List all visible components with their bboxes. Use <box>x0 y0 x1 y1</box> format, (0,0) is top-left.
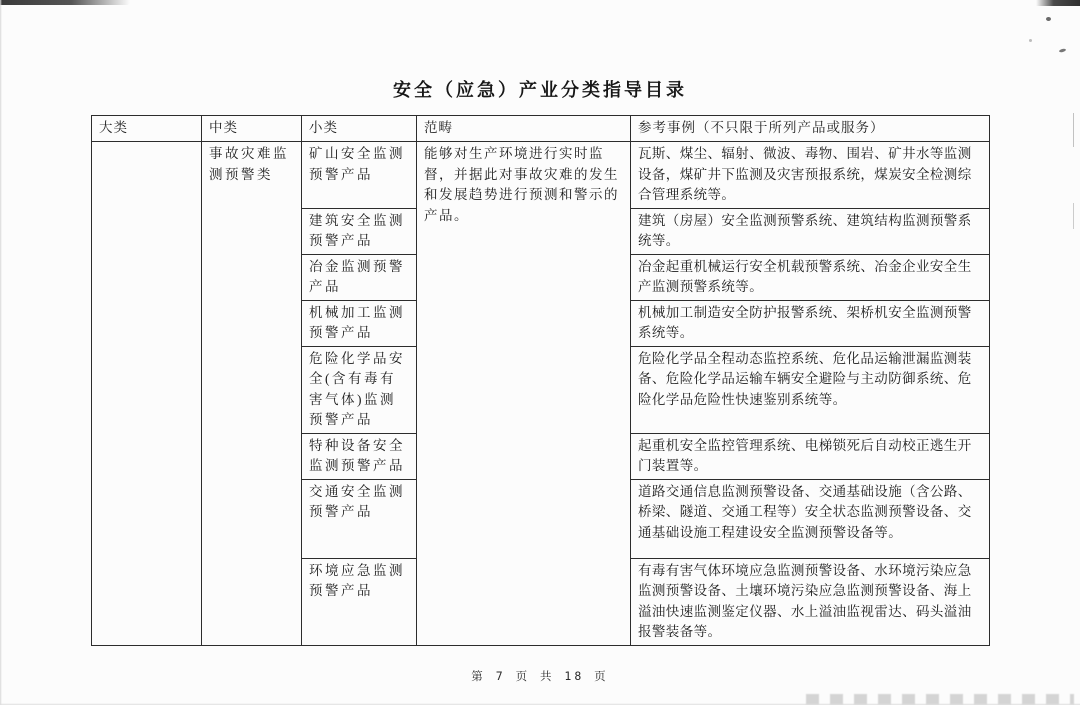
cell-examples: 危险化学品全程动态监控系统、危化品运输泄漏监测装备、危险化学品运输车辆安全避险与主动防御系统、危险化学品危险性快速鉴别系统等。 <box>631 346 990 433</box>
cell-sub-class: 交通安全监测预警产品 <box>302 479 417 558</box>
cell-examples: 冶金起重机械运行安全机载预警系统、冶金企业安全生产监测预警系统等。 <box>631 254 990 300</box>
cell-examples: 起重机安全监控管理系统、电梯锁死后自动校正逃生开门装置等。 <box>631 433 990 479</box>
header-scope: 范畴 <box>417 116 631 142</box>
scan-artifact-speck <box>1059 48 1067 53</box>
scan-artifact-edge-mark <box>1073 113 1074 147</box>
page-footer: 第 7 页 共 18 页 <box>471 669 609 683</box>
page-title: 安全（应急）产业分类指导目录 <box>393 80 687 100</box>
cell-examples: 道路交通信息监测预警设备、交通基础设施（含公路、桥梁、隧道、交通工程等）安全状态监测预警设备、交通基础设施工程建设安全监测预警设备等。 <box>631 479 990 558</box>
header-examples: 参考事例（不只限于所列产品或服务） <box>631 116 990 142</box>
classification-table <box>91 115 990 646</box>
cell-sub-class: 机械加工监测预警产品 <box>302 300 417 346</box>
scan-artifact-top-right <box>1036 0 1080 6</box>
cell-major-class <box>92 142 202 646</box>
header-sub-class: 小类 <box>302 116 417 142</box>
cell-sub-class: 冶金监测预警产品 <box>302 254 417 300</box>
scan-artifact-top-left <box>0 0 130 5</box>
scan-artifact-speck <box>1046 17 1051 21</box>
cell-sub-class: 特种设备安全监测预警产品 <box>302 433 417 479</box>
table-header-row <box>92 116 990 142</box>
cell-examples: 机械加工制造安全防护报警系统、架桥机安全监测预警系统等。 <box>631 300 990 346</box>
cell-sub-class: 建筑安全监测预警产品 <box>302 208 417 254</box>
cell-sub-class: 矿山安全监测预警产品 <box>302 142 417 209</box>
cell-middle-class: 事故灾难监测预警类 <box>202 142 302 646</box>
table-row <box>92 142 990 209</box>
cell-examples: 瓦斯、煤尘、辐射、微波、毒物、围岩、矿井水等监测设备，煤矿井下监测及灾害预报系统，煤炭安全检测综合管理系统等。 <box>631 142 990 209</box>
scan-artifact-edge-mark <box>1073 203 1074 229</box>
cell-sub-class: 危险化学品安全(含有毒有害气体)监测预警产品 <box>302 346 417 433</box>
page-edge <box>0 0 2 705</box>
header-middle-class: 中类 <box>202 116 302 142</box>
cell-examples: 建筑（房屋）安全监测预警系统、建筑结构监测预警系统等。 <box>631 208 990 254</box>
cell-scope: 能够对生产环境进行实时监督，并据此对事故灾难的发生和发展趋势进行预测和警示的产品。 <box>417 142 631 646</box>
header-major-class: 大类 <box>92 116 202 142</box>
cell-examples: 有毒有害气体环境应急监测预警设备、水环境污染应急监测预警设备、土壤环境污染应急监测预警设备、海上溢油快速监测鉴定仪器、水上溢油监视雷达、码头溢油报警装备等。 <box>631 558 990 645</box>
cell-sub-class: 环境应急监测预警产品 <box>302 558 417 645</box>
scan-artifact-speck <box>1029 39 1032 42</box>
